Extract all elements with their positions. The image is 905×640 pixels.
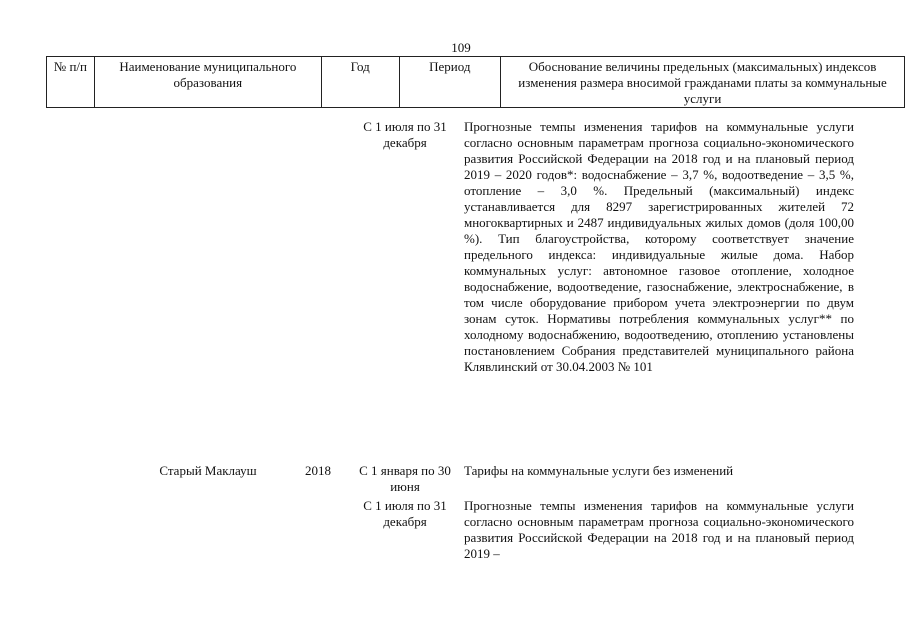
- row2-year: 2018: [305, 463, 331, 478]
- row2-municipality: Старый Маклауш: [159, 463, 257, 478]
- row1-period: С 1 июля по 31 декабря: [363, 119, 447, 150]
- row2-period: С 1 января по 30 июня: [359, 463, 451, 494]
- header-justification: Обоснование величины предельных (максимальных) индексов изменения размера вносимой гражданами платы за коммунальные услуги: [501, 57, 905, 108]
- header-year: Год: [321, 57, 399, 108]
- row3-justification: Прогнозные темпы изменения тарифов на коммунальные услуги согласно основным параметрам прогноза социально-экономического развития Российской Федерации на 2018 год и на плановый период 2019 –: [464, 498, 854, 561]
- table-header: [46, 56, 905, 108]
- row2-justification: Тарифы на коммунальные услуги без изменений: [464, 463, 734, 478]
- header-num: № п/п: [47, 57, 95, 108]
- row1-justification: Прогнозные темпы изменения тарифов на коммунальные услуги согласно основным параметрам прогноза социально-экономического развития Российской Федерации на 2018 год и на плановый период 2019 – 2020 годов*: водоснабжение – 3,7 %, водоотведение – 3,5 %, отопление – 3,0 %. Предельный (максимальный) индекс устанавливается для 8297 зарегистрированных жителей 72 многоквартирных и 2487 индивидуальных жилых домов (доля 100,00 %). Тип благоустройства, которому соответствует значение предельного индекса: индивидуальные жилые дома. Набор коммунальных услуг: автономное газовое отопление, холодное водоснабжение, водоотведение, газоснабжение, электроснабжение, в том числе оборудование прибором учета электроэнергии по двум зонам суток. Нормативы потребления коммунальных услуг** по холодному водоснабжению, водоотведению, отоплению установлены постановлением Собрания представителей муниципального района Клявлинский от 30.04.2003 № 101: [464, 119, 854, 374]
- row3-period: С 1 июля по 31 декабря: [363, 498, 447, 529]
- header-period: Период: [399, 57, 501, 108]
- page-number: 109: [451, 40, 471, 55]
- header-municipality: Наименование муниципального образования: [94, 57, 321, 108]
